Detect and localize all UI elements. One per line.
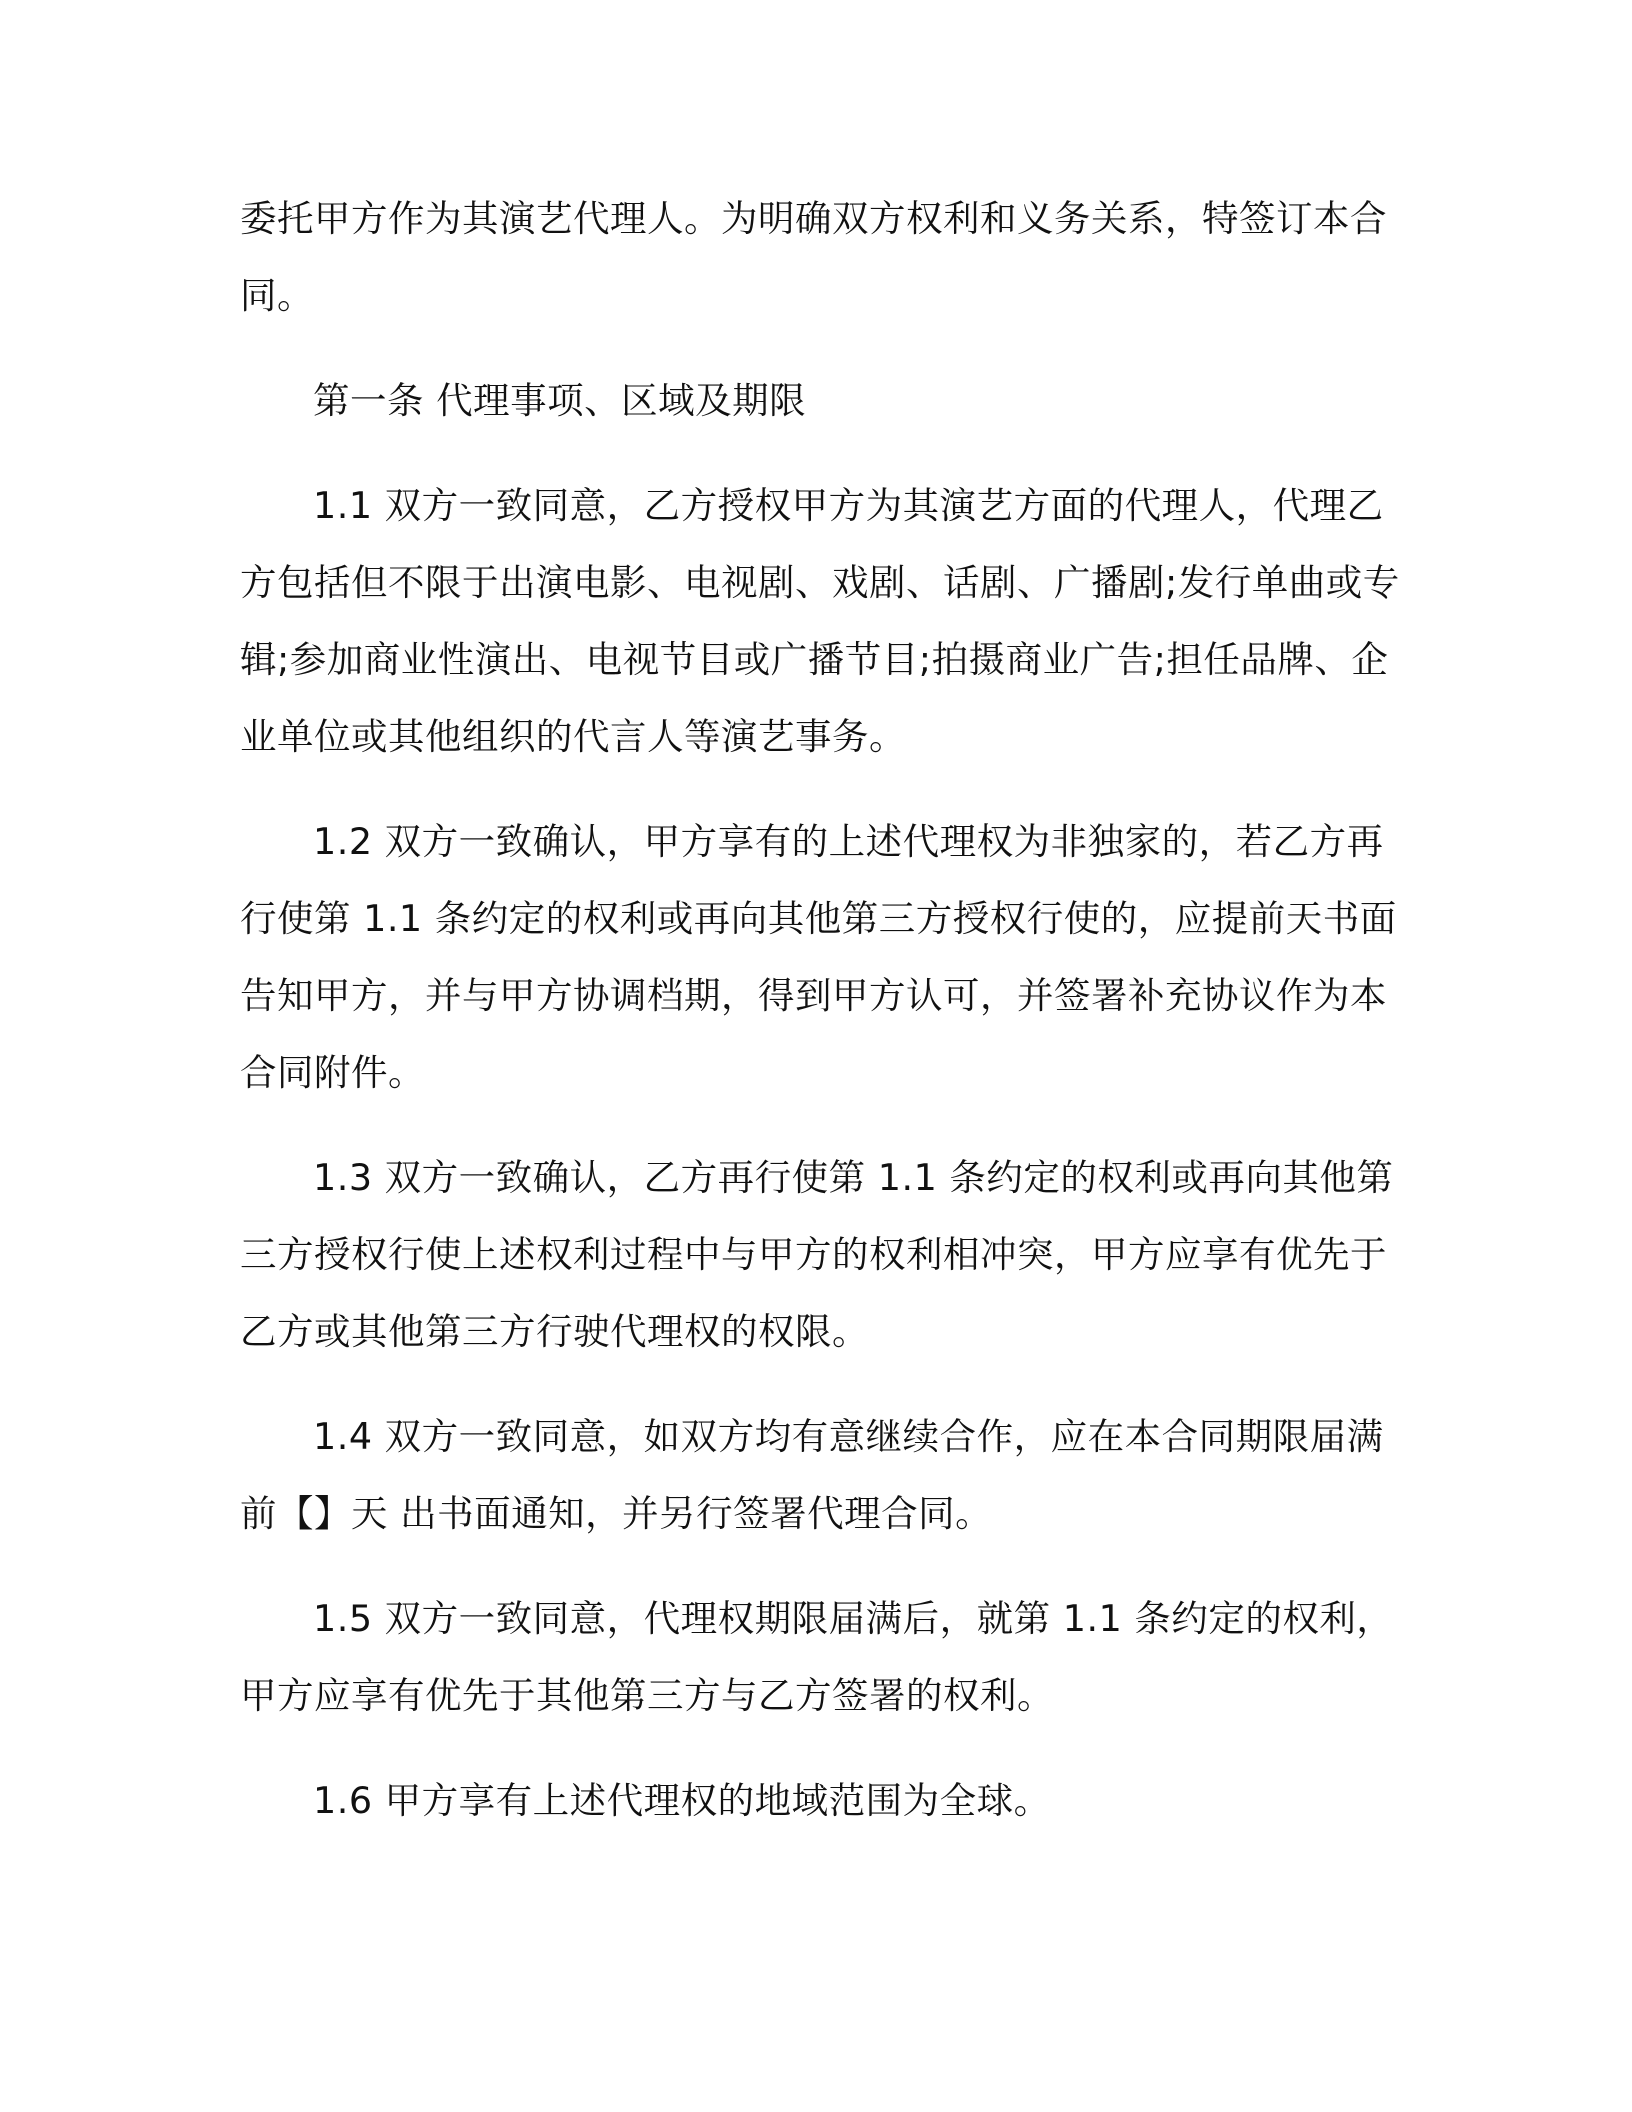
document-body: [240, 180, 1400, 1867]
article-heading: 第一条 代理事项、区域及期限: [313, 379, 807, 422]
paragraph-intro: 委托甲方作为其演艺代理人。为明确双方权利和义务关系，特签订本合同。: [240, 197, 1387, 317]
clause-1-4: 1.4 双方一致同意，如双方均有意继续合作，应在本合同期限届满前【】天 出书面通知，并另行签署代理合同。: [240, 1415, 1384, 1535]
clause-1-3: 1.3 双方一致确认，乙方再行使第 1.1 条约定的权利或再向其他第三方授权行使上述权利过程中与甲方的权利相冲突，甲方应享有优先于乙方或其他第三方行驶代理权的权限。: [240, 1156, 1394, 1353]
clause-1-2: 1.2 双方一致确认，甲方享有的上述代理权为非独家的，若乙方再行使第 1.1 条约定的权利或再向其他第三方授权行使的，应提前天书面告知甲方，并与甲方协调档期，得到甲方认可，并签署补充协议作为本合同附件。: [240, 820, 1397, 1094]
clause-1-6: 1.6 甲方享有上述代理权的地域范围为全球。: [313, 1779, 1051, 1822]
clause-1-5: 1.5 双方一致同意，代理权期限届满后，就第 1.1 条约定的权利，甲方应享有优先于其他第三方与乙方签署的权利。: [240, 1597, 1394, 1717]
clause-1-1: 1.1 双方一致同意，乙方授权甲方为其演艺方面的代理人，代理乙方包括但不限于出演电影、电视剧、戏剧、话剧、广播剧;发行单曲或专辑;参加商业性演出、电视节目或广播节目;拍摄商业广告;担任品牌、企业单位或其他组织的代言人等演艺事务。: [240, 484, 1400, 758]
